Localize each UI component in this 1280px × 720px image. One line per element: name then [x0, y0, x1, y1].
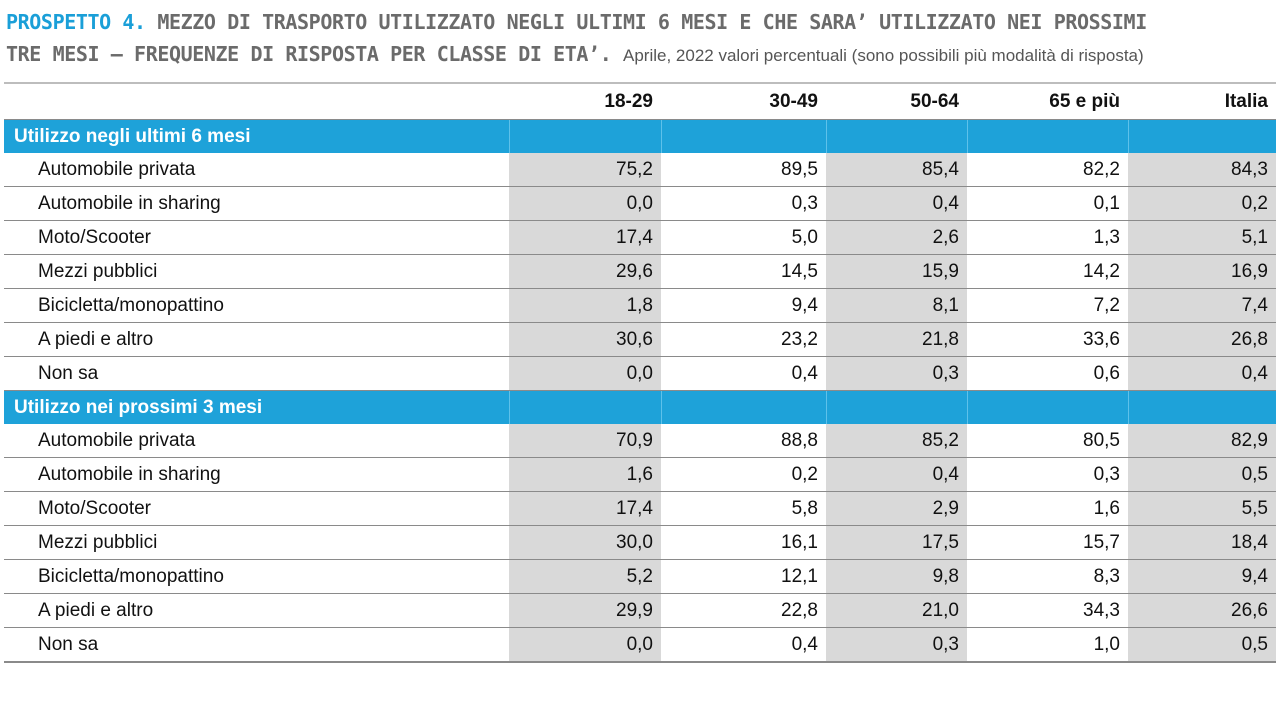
value-cell: 9,4: [1128, 560, 1276, 594]
value-cell: 33,6: [967, 323, 1128, 357]
value-cell: 9,8: [826, 560, 967, 594]
value-cell: 8,1: [826, 289, 967, 323]
value-cell: 30,0: [509, 526, 661, 560]
table-row: [4, 221, 1276, 255]
value-cell: 17,4: [509, 221, 661, 255]
value-cell: 0,1: [967, 187, 1128, 221]
value-cell: 0,4: [661, 357, 826, 391]
row-label: Automobile in sharing: [4, 458, 509, 492]
title-line-2: [6, 38, 1278, 72]
column-header-italia: Italia: [1128, 83, 1276, 120]
value-cell: 85,4: [826, 153, 967, 187]
value-cell: 23,2: [661, 323, 826, 357]
title-line-1: [6, 6, 1278, 38]
value-cell: 17,4: [509, 492, 661, 526]
value-cell: 8,3: [967, 560, 1128, 594]
value-cell: 22,8: [661, 594, 826, 628]
value-cell: 0,3: [661, 187, 826, 221]
value-cell: 34,3: [967, 594, 1128, 628]
row-label: Automobile privata: [4, 153, 509, 187]
table-row: [4, 492, 1276, 526]
value-cell: 14,5: [661, 255, 826, 289]
column-header-65-plus: 65 e più: [967, 83, 1128, 120]
section-header-cell: [509, 120, 661, 154]
value-cell: 0,3: [826, 628, 967, 663]
value-cell: 15,7: [967, 526, 1128, 560]
value-cell: 0,5: [1128, 458, 1276, 492]
value-cell: 0,4: [826, 458, 967, 492]
title-prefix: PROSPETTO 4.: [6, 10, 146, 34]
value-cell: 29,6: [509, 255, 661, 289]
value-cell: 21,0: [826, 594, 967, 628]
value-cell: 80,5: [967, 424, 1128, 458]
value-cell: 0,4: [1128, 357, 1276, 391]
value-cell: 5,5: [1128, 492, 1276, 526]
row-label: Moto/Scooter: [4, 221, 509, 255]
table-title: [6, 6, 1278, 72]
table-row: [4, 424, 1276, 458]
value-cell: 7,4: [1128, 289, 1276, 323]
value-cell: 0,4: [826, 187, 967, 221]
value-cell: 17,5: [826, 526, 967, 560]
value-cell: 18,4: [1128, 526, 1276, 560]
section-title: Utilizzo nei prossimi 3 mesi: [4, 391, 509, 425]
value-cell: 7,2: [967, 289, 1128, 323]
row-label: A piedi e altro: [4, 323, 509, 357]
row-label: Bicicletta/monopattino: [4, 289, 509, 323]
row-label: Non sa: [4, 628, 509, 663]
value-cell: 1,3: [967, 221, 1128, 255]
value-cell: 0,6: [967, 357, 1128, 391]
value-cell: 82,9: [1128, 424, 1276, 458]
value-cell: 9,4: [661, 289, 826, 323]
value-cell: 16,1: [661, 526, 826, 560]
value-cell: 0,2: [1128, 187, 1276, 221]
table-row: [4, 187, 1276, 221]
table-row: [4, 628, 1276, 663]
value-cell: 70,9: [509, 424, 661, 458]
row-label: Mezzi pubblici: [4, 255, 509, 289]
table-row: [4, 594, 1276, 628]
value-cell: 2,6: [826, 221, 967, 255]
value-cell: 5,2: [509, 560, 661, 594]
column-header-label: [4, 83, 509, 120]
title-text-1: MEZZO DI TRASPORTO UTILIZZATO NEGLI ULTIMI 6 MESI E CHE SARA’ UTILIZZATO NEI PROSSIMI: [145, 10, 1147, 34]
section-header-row: [4, 120, 1276, 154]
row-label: Bicicletta/monopattino: [4, 560, 509, 594]
value-cell: 0,0: [509, 628, 661, 663]
table-row: [4, 323, 1276, 357]
value-cell: 21,8: [826, 323, 967, 357]
value-cell: 82,2: [967, 153, 1128, 187]
section-header-cell: [1128, 391, 1276, 425]
value-cell: 0,0: [509, 187, 661, 221]
section-header-cell: [1128, 120, 1276, 154]
column-header-18-29: 18-29: [509, 83, 661, 120]
table-row: [4, 153, 1276, 187]
value-cell: 0,3: [826, 357, 967, 391]
section-header-cell: [509, 391, 661, 425]
value-cell: 26,6: [1128, 594, 1276, 628]
value-cell: 14,2: [967, 255, 1128, 289]
value-cell: 1,6: [509, 458, 661, 492]
value-cell: 2,9: [826, 492, 967, 526]
section-header-cell: [826, 120, 967, 154]
value-cell: 89,5: [661, 153, 826, 187]
table-row: [4, 458, 1276, 492]
table-body: [4, 120, 1276, 663]
value-cell: 1,0: [967, 628, 1128, 663]
value-cell: 5,0: [661, 221, 826, 255]
value-cell: 16,9: [1128, 255, 1276, 289]
value-cell: 84,3: [1128, 153, 1276, 187]
value-cell: 0,3: [967, 458, 1128, 492]
section-title: Utilizzo negli ultimi 6 mesi: [4, 120, 509, 154]
value-cell: 0,5: [1128, 628, 1276, 663]
section-header-cell: [661, 391, 826, 425]
value-cell: 12,1: [661, 560, 826, 594]
value-cell: 0,0: [509, 357, 661, 391]
data-table: [4, 82, 1276, 663]
table-row: [4, 255, 1276, 289]
row-label: Non sa: [4, 357, 509, 391]
value-cell: 0,4: [661, 628, 826, 663]
value-cell: 75,2: [509, 153, 661, 187]
table-row: [4, 526, 1276, 560]
row-label: Automobile privata: [4, 424, 509, 458]
table-row: [4, 560, 1276, 594]
value-cell: 26,8: [1128, 323, 1276, 357]
row-label: A piedi e altro: [4, 594, 509, 628]
value-cell: 1,6: [967, 492, 1128, 526]
section-header-cell: [967, 391, 1128, 425]
value-cell: 29,9: [509, 594, 661, 628]
table-row: [4, 289, 1276, 323]
value-cell: 5,8: [661, 492, 826, 526]
row-label: Automobile in sharing: [4, 187, 509, 221]
column-header-30-49: 30-49: [661, 83, 826, 120]
value-cell: 30,6: [509, 323, 661, 357]
title-text-2: TRE MESI – FREQUENZE DI RISPOSTA PER CLASSE DI ETA’.: [6, 42, 612, 66]
value-cell: 1,8: [509, 289, 661, 323]
section-header-cell: [967, 120, 1128, 154]
section-header-row: [4, 391, 1276, 425]
value-cell: 88,8: [661, 424, 826, 458]
table-row: [4, 357, 1276, 391]
row-label: Moto/Scooter: [4, 492, 509, 526]
column-header-50-64: 50-64: [826, 83, 967, 120]
title-subtitle: Aprile, 2022 valori percentuali (sono possibili più modalità di risposta): [623, 46, 1144, 65]
value-cell: 85,2: [826, 424, 967, 458]
header-row: [4, 83, 1276, 120]
value-cell: 15,9: [826, 255, 967, 289]
section-header-cell: [661, 120, 826, 154]
section-header-cell: [826, 391, 967, 425]
row-label: Mezzi pubblici: [4, 526, 509, 560]
value-cell: 5,1: [1128, 221, 1276, 255]
value-cell: 0,2: [661, 458, 826, 492]
